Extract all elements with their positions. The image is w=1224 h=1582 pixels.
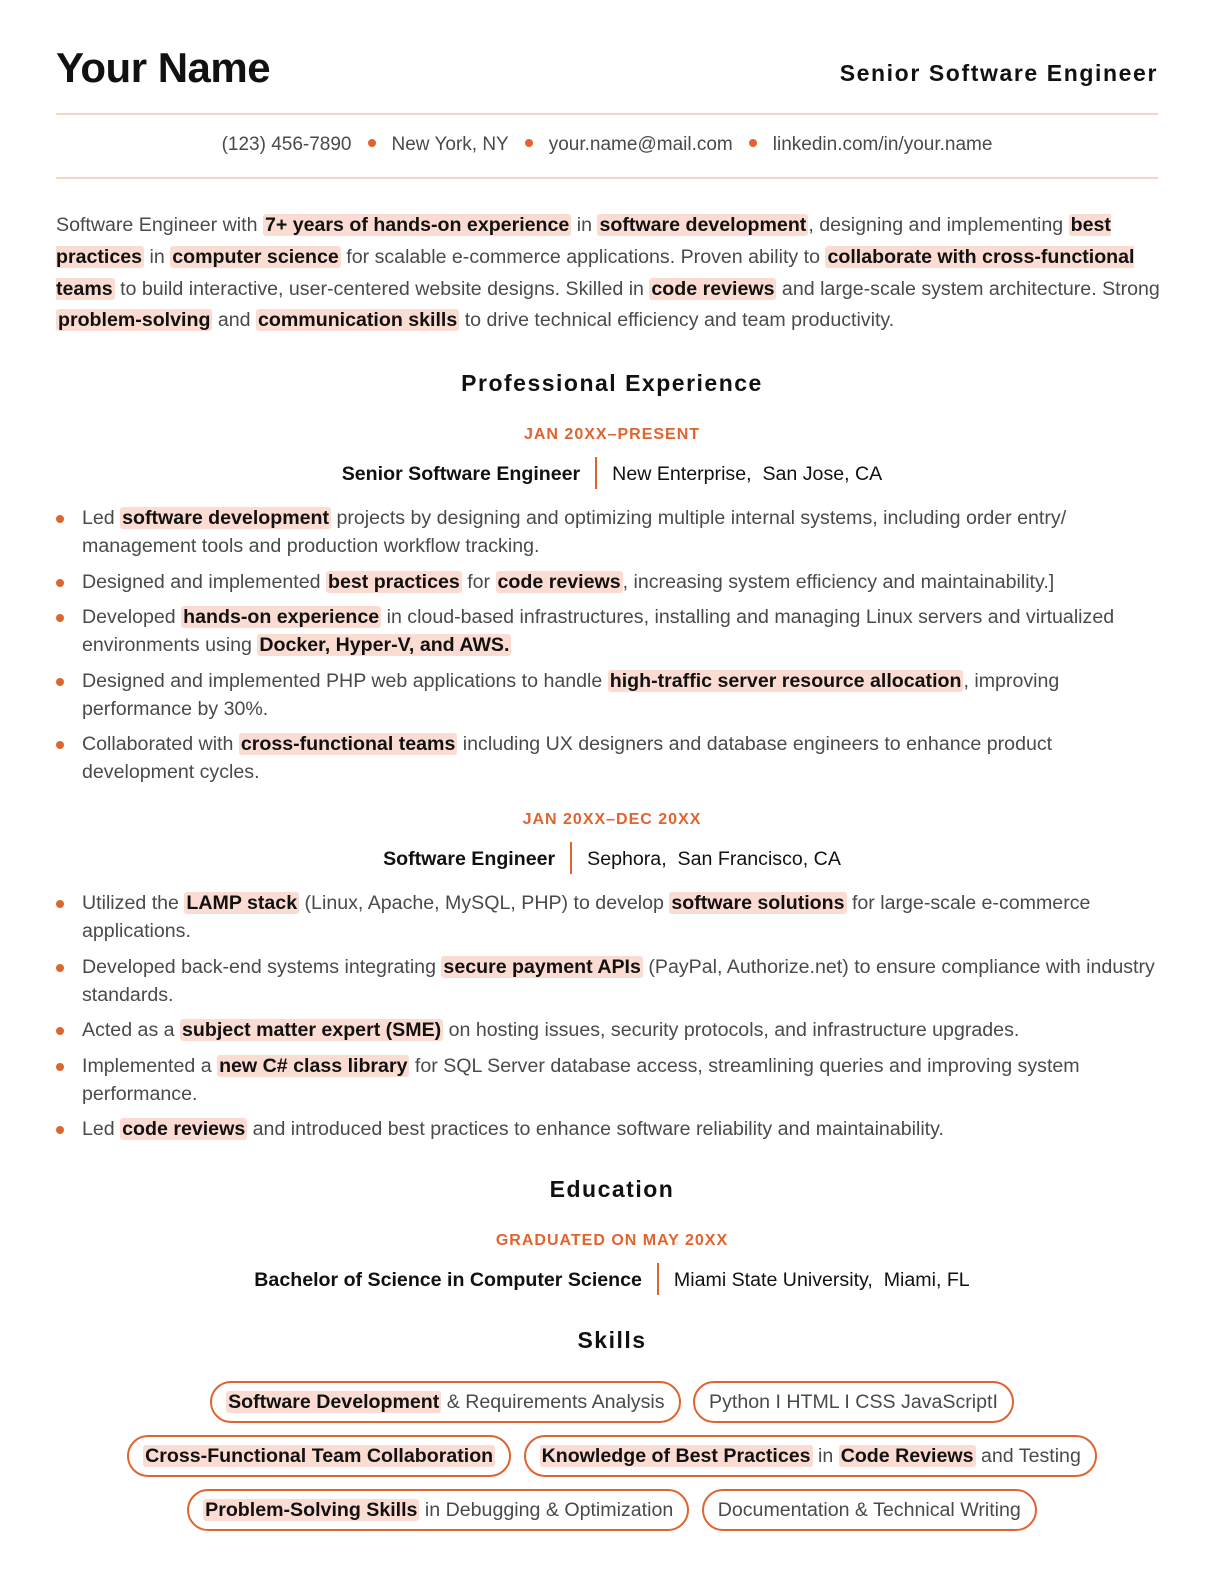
skill-pill: Python I HTML I CSS JavaScriptI bbox=[693, 1381, 1014, 1423]
bullet-dot-icon bbox=[749, 139, 757, 147]
summary-highlight: software development bbox=[599, 214, 807, 236]
school: Miami State University, bbox=[673, 1269, 873, 1292]
job-title: Software Engineer bbox=[383, 848, 556, 871]
separator bbox=[657, 1263, 659, 1295]
divider-bottom bbox=[56, 177, 1158, 179]
job-bullets bbox=[56, 889, 1168, 1151]
contact-email[interactable]: your.name@mail.com bbox=[548, 134, 733, 155]
summary-text: , designing and implementing bbox=[808, 214, 1069, 236]
summary-highlight: best practices bbox=[56, 214, 1111, 268]
degree: Bachelor of Science in Computer Science bbox=[254, 1269, 642, 1292]
summary-text: and bbox=[212, 309, 257, 332]
summary-text: to build interactive, user-centered website designs. Skilled in bbox=[114, 277, 650, 300]
contact-location: New York, NY bbox=[391, 134, 509, 155]
resume-header bbox=[56, 44, 1158, 94]
candidate-name: Your Name bbox=[56, 44, 271, 91]
job-heading bbox=[0, 844, 1224, 876]
bullet-dot-icon bbox=[368, 139, 376, 147]
contact-phone: (123) 456-7890 bbox=[221, 134, 352, 155]
summary-text: in bbox=[144, 245, 171, 268]
professional-summary bbox=[56, 210, 1164, 337]
skills-list bbox=[0, 1381, 1224, 1543]
skill-pill: Knowledge of Best Practices in Code Reviews and Testing bbox=[524, 1435, 1097, 1477]
job-location: San Francisco, CA bbox=[677, 848, 841, 871]
contact-linkedin[interactable]: linkedin.com/in/your.name bbox=[772, 134, 993, 155]
list-item: Acted as a subject matter expert (SME) on hosting issues, security protocols, and infrastructure upgrades. bbox=[56, 1016, 1168, 1044]
summary-highlight: communication skills bbox=[258, 309, 458, 332]
list-item: Collaborated with cross-functional teams including UX designers and database engineers to enhance product development cycles. bbox=[56, 730, 1168, 786]
candidate-role: Senior Software Engineer bbox=[839, 60, 1158, 86]
list-item: Led code reviews and introduced best practices to enhance software reliability and maintainability. bbox=[56, 1115, 1168, 1143]
separator bbox=[570, 842, 572, 874]
list-item: Developed hands-on experience in cloud-based infrastructures, installing and managing Linux servers and virtualized environments using Docker, Hyper-V, and AWS. bbox=[56, 603, 1168, 659]
section-title-skills: Skills bbox=[577, 1327, 647, 1353]
skill-pill: Documentation & Technical Writing bbox=[702, 1489, 1037, 1531]
bullet-dot-icon bbox=[525, 139, 533, 147]
education-heading bbox=[0, 1265, 1224, 1297]
list-item: Utilized the LAMP stack (Linux, Apache, MySQL, PHP) to develop software solutions for large-scale e-commerce applications. bbox=[56, 889, 1168, 945]
summary-text: to drive technical efficiency and team productivity. bbox=[459, 309, 895, 332]
summary-text: Software Engineer with bbox=[56, 214, 263, 236]
summary-highlight: problem-solving bbox=[58, 309, 211, 332]
contact-line bbox=[56, 134, 1158, 156]
job-date: JAN 20XX–PRESENT bbox=[523, 426, 701, 443]
list-item: Designed and implemented PHP web applications to handle high-traffic server resource allocation , improving performance by 30%. bbox=[56, 667, 1168, 723]
job-bullets bbox=[56, 504, 1168, 794]
job-company: New Enterprise, bbox=[612, 463, 752, 486]
skill-pill: Problem-Solving Skills in Debugging & Optimization bbox=[187, 1489, 689, 1531]
summary-text: in bbox=[571, 214, 598, 236]
job-date: JAN 20XX–DEC 20XX bbox=[522, 811, 702, 828]
summary-highlight: code reviews bbox=[651, 277, 775, 300]
summary-text: for scalable e-commerce applications. Proven ability to bbox=[340, 245, 826, 268]
skill-pill: Software Development & Requirements Analysis bbox=[210, 1381, 681, 1423]
summary-text: and large-scale system architecture. Strong bbox=[776, 277, 1160, 300]
divider-top bbox=[56, 113, 1158, 115]
education-date: GRADUATED ON MAY 20XX bbox=[495, 1232, 729, 1249]
job-company: Sephora, bbox=[587, 848, 667, 871]
separator bbox=[595, 457, 597, 489]
section-title-education: Education bbox=[549, 1176, 675, 1202]
job-heading bbox=[0, 459, 1224, 491]
list-item: Led software development projects by designing and optimizing multiple internal systems, including order entry/ management tools and production workflow tracking. bbox=[56, 504, 1168, 560]
skills-row bbox=[0, 1435, 1224, 1489]
skill-pill: Cross-Functional Team Collaboration bbox=[127, 1435, 511, 1477]
school-location: Miami, FL bbox=[883, 1269, 970, 1292]
skills-row bbox=[0, 1489, 1224, 1543]
job-location: San Jose, CA bbox=[762, 463, 883, 486]
list-item: Developed back-end systems integrating secure payment APIs (PayPal, Authorize.net) to ensure compliance with industry standards. bbox=[56, 953, 1168, 1009]
summary-highlight: 7+ years of hands-on experience bbox=[264, 214, 570, 236]
list-item: Designed and implemented best practices for code reviews , increasing system efficiency and maintainability.] bbox=[56, 568, 1168, 596]
section-title-experience: Professional Experience bbox=[461, 370, 763, 396]
list-item: Implemented a new C# class library for SQL Server database access, streamlining queries and improving system performance. bbox=[56, 1052, 1168, 1108]
skills-row bbox=[0, 1381, 1224, 1435]
summary-highlight: collaborate with cross-functional teams bbox=[56, 245, 1135, 300]
summary-highlight: computer science bbox=[172, 245, 339, 268]
job-title: Senior Software Engineer bbox=[341, 463, 581, 486]
